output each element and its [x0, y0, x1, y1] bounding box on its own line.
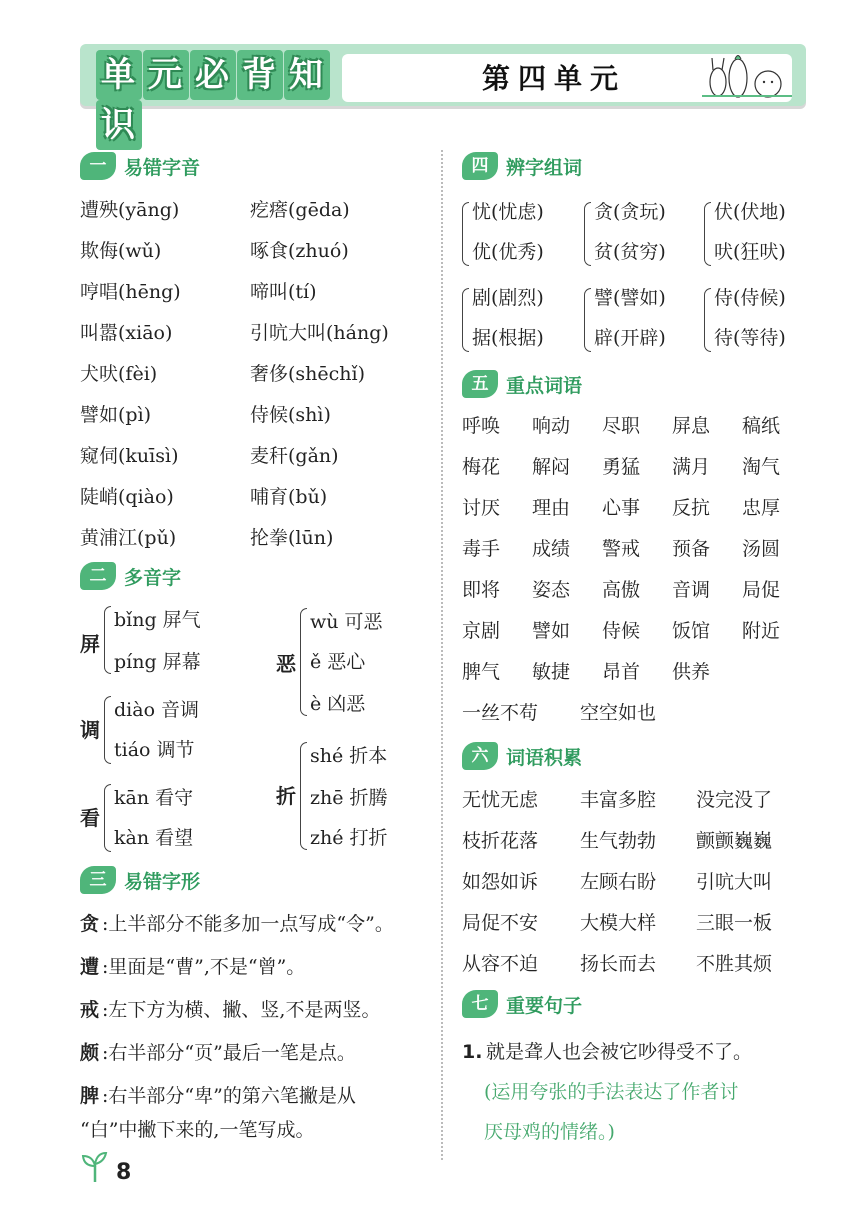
section-header-2	[80, 560, 181, 592]
pronunciation-item: 黄浦江(pǔ)	[80, 527, 177, 549]
section-header-7	[462, 988, 582, 1020]
section-title: 辨字组词	[506, 156, 583, 179]
banner-title-char: 元	[143, 50, 189, 100]
banner-title-char: 识	[96, 100, 142, 150]
key-word: 淘气	[742, 456, 781, 478]
section-badge: 四	[462, 152, 498, 180]
idiom: 三眼一板	[696, 912, 773, 934]
shape-char: 脾	[80, 1085, 100, 1107]
pronunciation-item: 侍候(shì)	[250, 404, 331, 426]
poly-reading: tiáo 调节	[114, 739, 195, 761]
key-word: 响动	[532, 415, 571, 437]
poly-char-e: 恶	[276, 652, 296, 676]
key-word: 呼唤	[462, 415, 501, 437]
poly-reading: kàn 看望	[114, 827, 194, 849]
column-divider	[441, 150, 443, 1160]
bianzi-item: 吠(狂吠)	[714, 241, 786, 263]
section-badge: 一	[80, 152, 116, 180]
sentence-note: 厌母鸡的情绪。)	[484, 1121, 615, 1143]
key-word: 敏捷	[532, 661, 571, 683]
idiom: 没完没了	[696, 789, 773, 811]
banner-left-title	[90, 50, 344, 145]
key-word: 反抗	[672, 497, 711, 519]
poly-reading: wù 可恶	[310, 611, 383, 633]
idiom: 如怨如诉	[462, 871, 539, 893]
idiom: 左顾右盼	[580, 871, 657, 893]
key-word: 脾气	[462, 661, 501, 683]
poly-reading: zhé 打折	[310, 827, 388, 849]
key-word: 姿态	[532, 579, 571, 601]
section-header-4	[462, 150, 582, 182]
key-word: 饭馆	[672, 620, 711, 642]
shape-explanation: :左下方为横、撇、竖,不是两竖。	[102, 999, 381, 1021]
bianzi-item: 剧(剧烈)	[472, 287, 544, 309]
banner-title-char: 知	[284, 50, 330, 100]
key-word: 局促	[742, 579, 781, 601]
pronunciation-item: 犬吠(fèi)	[80, 363, 158, 385]
idiom: 不胜其烦	[696, 953, 773, 975]
key-word: 成绩	[532, 538, 571, 560]
pronunciation-item: 叫嚣(xiāo)	[80, 322, 173, 344]
idiom: 枝折花落	[462, 830, 539, 852]
key-word: 供养	[672, 661, 711, 683]
sprout-icon	[80, 1150, 110, 1184]
brace	[584, 202, 591, 266]
pronunciation-item: 陡峭(qiào)	[80, 486, 174, 508]
idiom: 扬长而去	[580, 953, 657, 975]
brace	[462, 202, 469, 266]
key-word: 警戒	[602, 538, 641, 560]
pronunciation-item: 引吭大叫(háng)	[250, 322, 389, 344]
bianzi-item: 譬(譬如)	[594, 287, 666, 309]
brace	[104, 606, 111, 674]
poly-reading: píng 屏幕	[114, 651, 201, 673]
section-header-5	[462, 368, 582, 400]
sentence-text: 就是聋人也会被它吵得受不了。	[486, 1041, 753, 1063]
shape-char: 戒	[80, 999, 100, 1021]
bianzi-item: 侍(侍候)	[714, 287, 786, 309]
key-word: 高傲	[602, 579, 641, 601]
shape-char: 贪	[80, 913, 100, 935]
key-word: 譬如	[532, 620, 571, 642]
poly-reading: ě 恶心	[310, 651, 366, 673]
sentence-note: (运用夸张的手法表达了作者讨	[484, 1081, 739, 1103]
sentence-number: 1.	[462, 1041, 483, 1063]
shape-explanation: :右半部分“页”最后一笔是点。	[102, 1042, 356, 1064]
shape-explanation: :里面是“曹”,不是“曾”。	[102, 956, 306, 978]
key-word: 汤圆	[742, 538, 781, 560]
banner-title-panel	[342, 54, 792, 102]
shape-char: 遭	[80, 956, 100, 978]
section-badge: 五	[462, 370, 498, 398]
pronunciation-item: 譬如(pì)	[80, 404, 152, 426]
mascot-illustration	[702, 44, 792, 104]
bianzi-item: 优(优秀)	[472, 241, 544, 263]
brace	[584, 288, 591, 352]
key-word: 勇猛	[602, 456, 641, 478]
shape-char: 颇	[80, 1042, 100, 1064]
key-word: 即将	[462, 579, 501, 601]
poly-reading: shé 折本	[310, 745, 388, 767]
pronunciation-item: 奢侈(shēchǐ)	[250, 363, 366, 385]
key-word: 理由	[532, 497, 571, 519]
section-title: 重点词语	[506, 374, 583, 397]
brace	[300, 608, 307, 716]
poly-reading: kān 看守	[114, 787, 194, 809]
key-word: 尽职	[602, 415, 641, 437]
poly-char-ping: 屏	[80, 632, 100, 656]
key-word: 忠厚	[742, 497, 781, 519]
brace	[704, 288, 711, 352]
section-header-6	[462, 740, 582, 772]
banner-title-char: 单	[96, 50, 142, 100]
key-word: 京剧	[462, 620, 501, 642]
key-word: 附近	[742, 620, 781, 642]
section-title: 易错字形	[124, 870, 201, 893]
section-badge: 二	[80, 562, 116, 590]
idiom: 大模大样	[580, 912, 657, 934]
poly-char-kan: 看	[80, 806, 100, 830]
brace	[704, 202, 711, 266]
section-badge: 三	[80, 866, 116, 894]
brace	[300, 742, 307, 850]
idiom: 丰富多腔	[580, 789, 657, 811]
bianzi-item: 辟(开辟)	[594, 327, 666, 349]
idiom: 引吭大叫	[696, 871, 773, 893]
section-title: 词语积累	[506, 746, 583, 769]
poly-char-zhe: 折	[276, 784, 296, 808]
bianzi-item: 伏(伏地)	[714, 201, 786, 223]
key-word: 毒手	[462, 538, 501, 560]
section-header-1	[80, 150, 200, 182]
section-title: 多音字	[124, 566, 182, 589]
key-word: 侍候	[602, 620, 641, 642]
pronunciation-item: 哺育(bǔ)	[250, 486, 328, 508]
key-word: 解闷	[532, 456, 571, 478]
key-word: 预备	[672, 538, 711, 560]
brace	[104, 696, 111, 764]
section-title: 易错字音	[124, 156, 201, 179]
section-header-3	[80, 864, 200, 896]
key-word: 音调	[672, 579, 711, 601]
idiom: 颤颤巍巍	[696, 830, 773, 852]
poly-reading: zhē 折腾	[310, 787, 388, 809]
bianzi-item: 待(等待)	[714, 327, 786, 349]
banner-title-char: 背	[237, 50, 283, 100]
bianzi-item: 贪(贪玩)	[594, 201, 666, 223]
pronunciation-item: 抡拳(lūn)	[250, 527, 334, 549]
key-word: 空空如也	[580, 702, 657, 724]
section-badge: 七	[462, 990, 498, 1018]
key-word: 一丝不苟	[462, 702, 539, 724]
unit-title: 第四单元	[481, 62, 626, 95]
unit-banner	[80, 44, 806, 145]
bianzi-item: 忧(忧虑)	[472, 201, 544, 223]
page-number: 8	[116, 1160, 132, 1185]
idiom: 从容不迫	[462, 953, 539, 975]
bianzi-item: 据(根据)	[472, 327, 544, 349]
pronunciation-item: 疙瘩(gēda)	[250, 199, 350, 221]
pronunciation-item: 遭殃(yāng)	[80, 199, 180, 221]
idiom: 生气勃勃	[580, 830, 657, 852]
brace	[104, 784, 111, 852]
brace	[462, 288, 469, 352]
shape-continuation: “白”中撇下来的,一笔写成。	[80, 1119, 315, 1141]
shape-explanation: :右半部分“卑”的第六笔撇是从	[102, 1085, 356, 1107]
key-word: 稿纸	[742, 415, 781, 437]
key-word: 昂首	[602, 661, 641, 683]
key-word: 屏息	[672, 415, 711, 437]
pronunciation-item: 麦秆(gǎn)	[250, 445, 339, 467]
section-title: 重要句子	[506, 994, 583, 1017]
idiom: 无忧无虑	[462, 789, 539, 811]
pronunciation-item: 啄食(zhuó)	[250, 240, 349, 262]
pronunciation-item: 啼叫(tí)	[250, 281, 317, 303]
section-badge: 六	[462, 742, 498, 770]
key-word: 讨厌	[462, 497, 501, 519]
key-word: 心事	[602, 497, 641, 519]
poly-char-diao: 调	[80, 718, 100, 742]
pronunciation-item: 欺侮(wǔ)	[80, 240, 162, 262]
poly-reading: è 凶恶	[310, 693, 366, 715]
shape-explanation: :上半部分不能多加一点写成“令”。	[102, 913, 394, 935]
banner-title-char: 必	[190, 50, 236, 100]
pronunciation-item: 哼唱(hēng)	[80, 281, 181, 303]
bianzi-item: 贫(贫穷)	[594, 241, 666, 263]
key-word: 满月	[672, 456, 711, 478]
poly-reading: bǐng 屏气	[114, 609, 201, 631]
poly-reading: diào 音调	[114, 699, 200, 721]
pronunciation-item: 窥伺(kuīsì)	[80, 445, 179, 467]
key-word: 梅花	[462, 456, 501, 478]
idiom: 局促不安	[462, 912, 539, 934]
